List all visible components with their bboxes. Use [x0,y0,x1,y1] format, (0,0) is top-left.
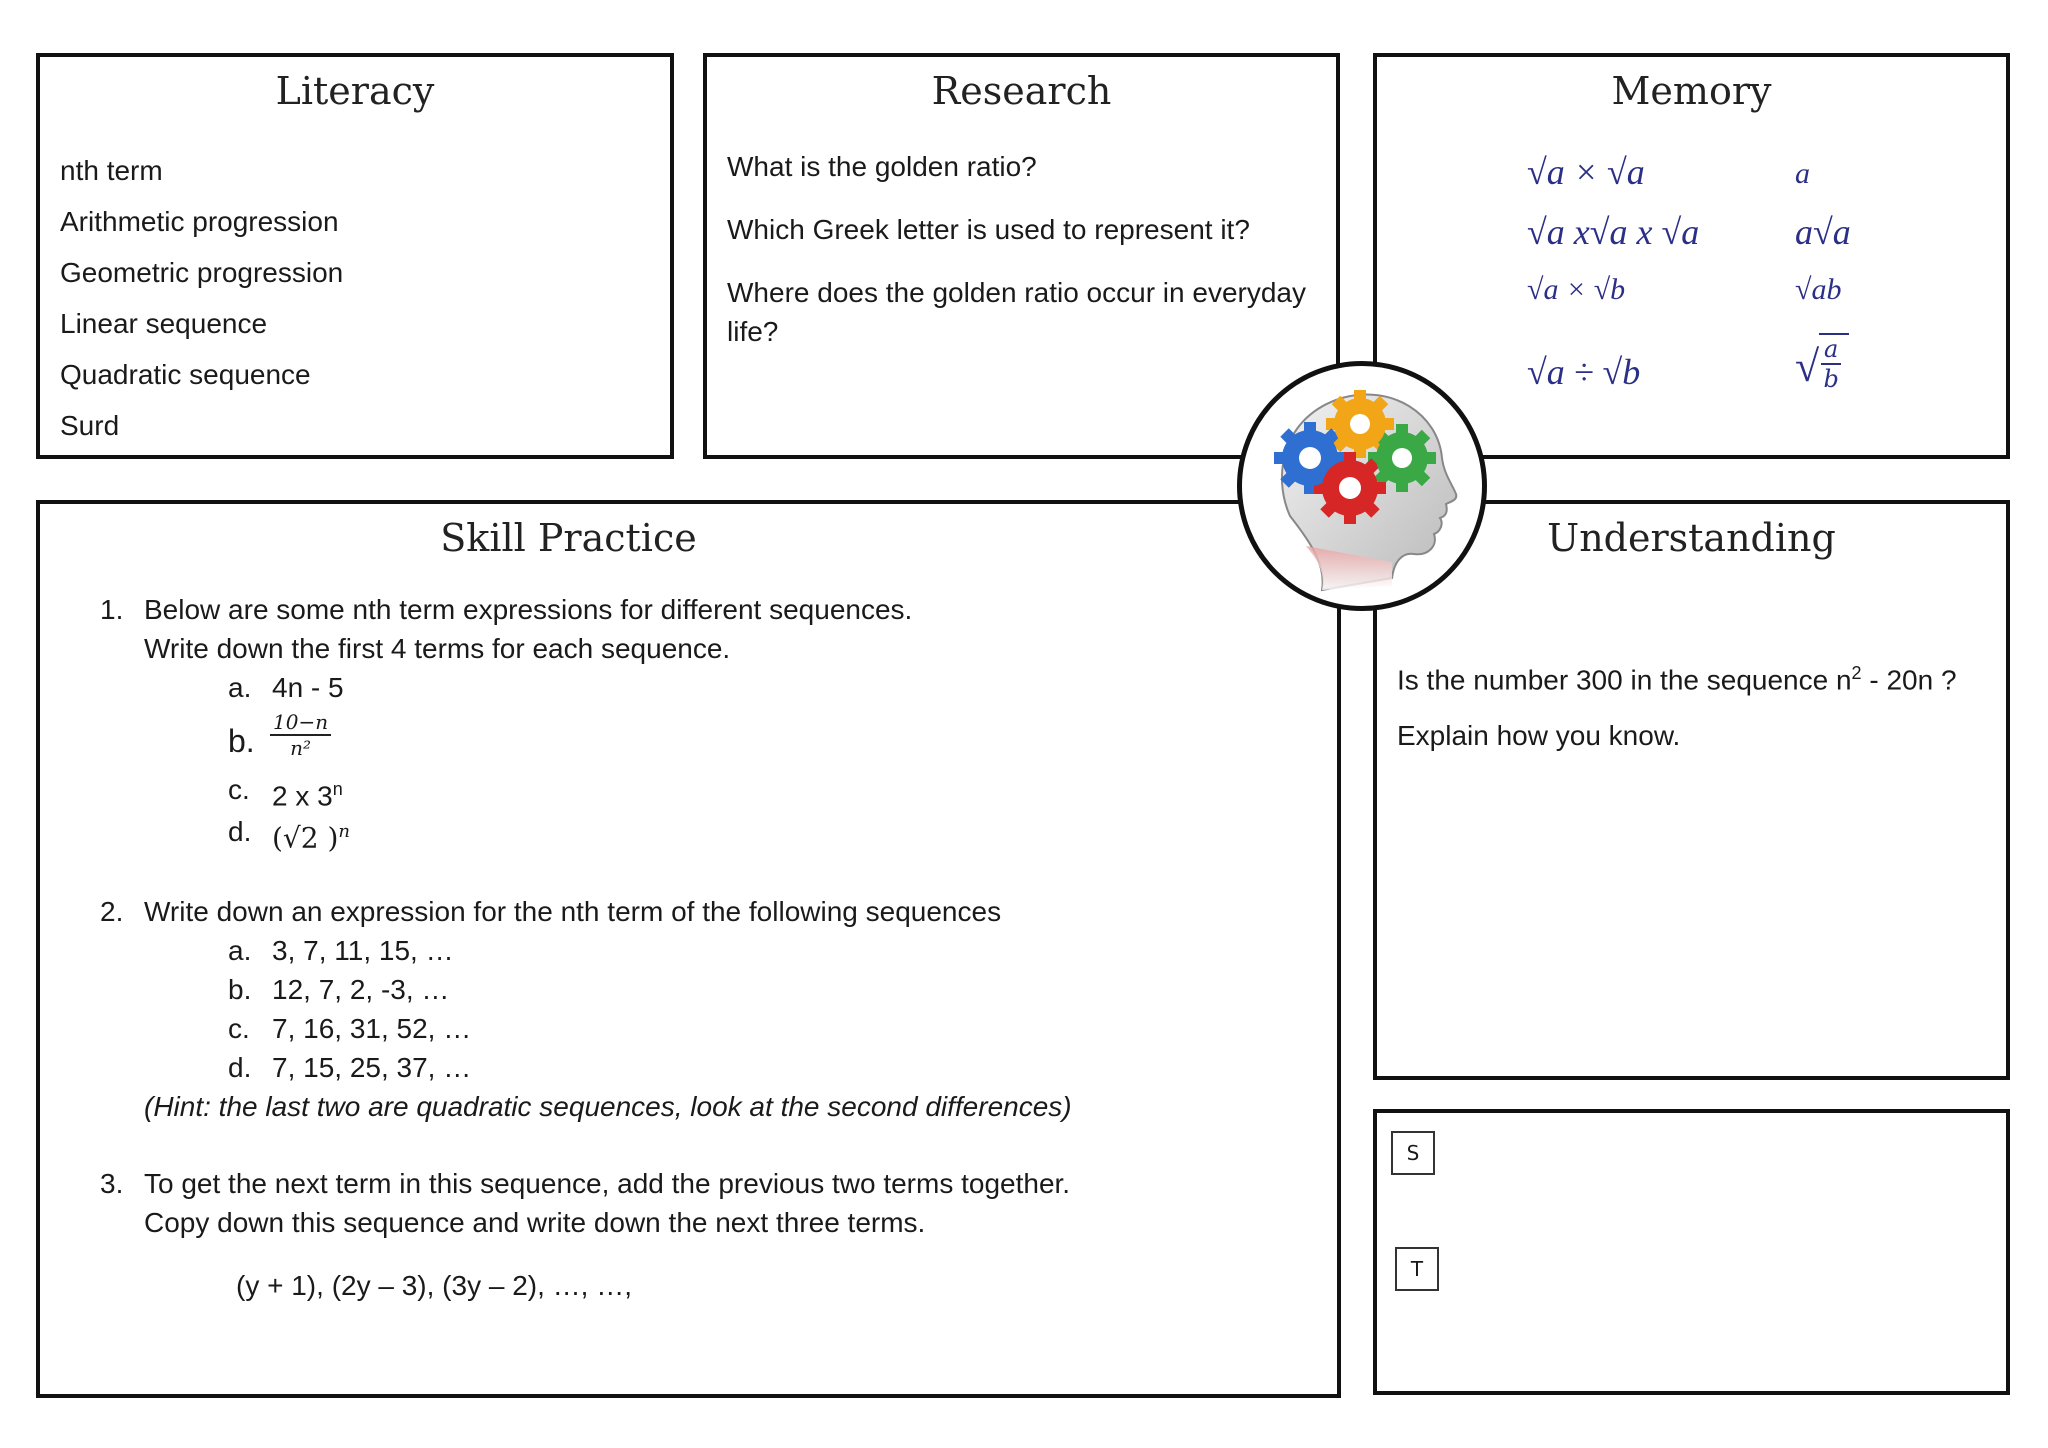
memory-title: Memory [1611,69,1772,113]
sub-question [228,1009,628,1048]
sub-question [228,770,628,812]
skill-practice-title: Skill Practice [440,516,697,560]
sub-text [272,770,343,815]
question-text: Write down an expression for the nth term of the following sequences [144,896,1002,927]
literacy-item: Linear sequence [60,308,268,339]
understanding-follow-up: Explain how you know. [1397,720,1681,751]
question-3 [100,1164,1300,1314]
literacy-list [60,145,343,451]
hint-text: (Hint: the last two are quadratic sequences, look at the second differences) [144,1091,1072,1122]
s-checkbox[interactable]: S [1391,1131,1435,1175]
sub-question [228,1048,628,1087]
research-panel [703,53,1340,459]
research-title: Research [931,69,1112,113]
sub-question [228,710,628,766]
sub-text-base: 2 x 3 [272,780,333,812]
fraction-numerator: 10−n [270,710,331,736]
sub-letter: d. [228,1052,252,1083]
literacy-item: Geometric progression [60,257,344,288]
memory-expression: √a × √b [1527,273,1626,306]
sub-text: 3, 7, 11, 15, … [272,935,454,966]
exponent: n [338,821,350,842]
sub-question [228,668,628,707]
question-number: 2. [100,896,124,927]
question-2 [100,892,1300,1132]
understanding-question [1397,654,1957,699]
question-text: Write down the first 4 terms for each sequence. [144,633,731,664]
literacy-panel [36,53,674,459]
sub-text: 7, 16, 31, 52, … [272,1013,472,1044]
sub-text [272,812,350,857]
question-text: Below are some nth term expressions for different sequences. [144,594,913,625]
sqrt-symbol: √ [1795,342,1820,391]
literacy-title: Literacy [275,69,435,113]
fraction-denominator: n² [290,736,311,760]
sub-text-base: (√2 ) [272,821,339,855]
skill-practice-panel [36,500,1341,1398]
sub-text: 12, 7, 2, -3, … [272,974,450,1005]
exponent: 2 [1851,663,1862,683]
question-number: 1. [100,594,124,625]
gear-icon [1322,460,1378,516]
question-number: 3. [100,1168,124,1199]
question-text: Is the number 300 in the sequence n [1397,664,1852,696]
memory-result: a√a [1795,212,1851,252]
memory-expression: √a ÷ √b [1527,352,1641,392]
understanding-title: Understanding [1547,516,1836,560]
research-question: Which Greek letter is used to represent it? [727,214,1250,245]
literacy-item: nth term [60,155,163,186]
question-text: Copy down this sequence and write down the next three terms. [144,1207,926,1238]
question-1 [100,590,1200,855]
sub-question [228,970,628,1009]
sub-question [228,931,628,970]
exponent: n [332,779,343,799]
t-checkbox[interactable]: T [1395,1247,1439,1291]
self-assessment-panel [1373,1109,2010,1395]
brain-gears-icon [1242,366,1482,606]
sub-letter: c. [228,1013,250,1044]
question-text: - 20n ? [1861,664,1957,696]
memory-expression: √a × √a [1527,152,1645,192]
fraction-denominator: b [1823,365,1839,393]
gear-icon [1376,432,1428,484]
question-text: To get the next term in this sequence, add the previous two terms together. [144,1168,1071,1199]
literacy-item: Quadratic sequence [60,359,311,390]
memory-fraction [1821,335,1841,393]
sub-letter: a. [228,935,252,966]
gear-icon [1334,398,1386,450]
research-question: Where does the golden ratio occur in everyday life? [727,277,1306,347]
sequence-text: (y + 1), (2y – 3), (3y – 2), …, …, [236,1270,632,1301]
understanding-panel [1373,500,2010,1080]
memory-result: a [1795,157,1810,190]
sub-text: 4n - 5 [272,672,344,703]
sub-letter: c. [228,774,250,805]
fraction [270,710,331,760]
sub-letter: d. [228,816,252,847]
sub-question [228,812,628,855]
literacy-item: Arithmetic progression [60,206,339,237]
sub-text: 7, 15, 25, 37, … [272,1052,472,1083]
brain-gears-logo [1237,361,1487,611]
memory-expression: √a x√a x √a [1527,212,1700,252]
sub-letter: b. [228,974,252,1005]
research-question: What is the golden ratio? [727,151,1037,182]
sub-letter: b. [228,723,255,759]
memory-result: √ab [1795,273,1842,306]
literacy-item: Surd [60,410,120,441]
memory-panel [1373,53,2010,459]
sub-letter: a. [228,672,252,703]
fraction-numerator: a [1821,335,1841,365]
